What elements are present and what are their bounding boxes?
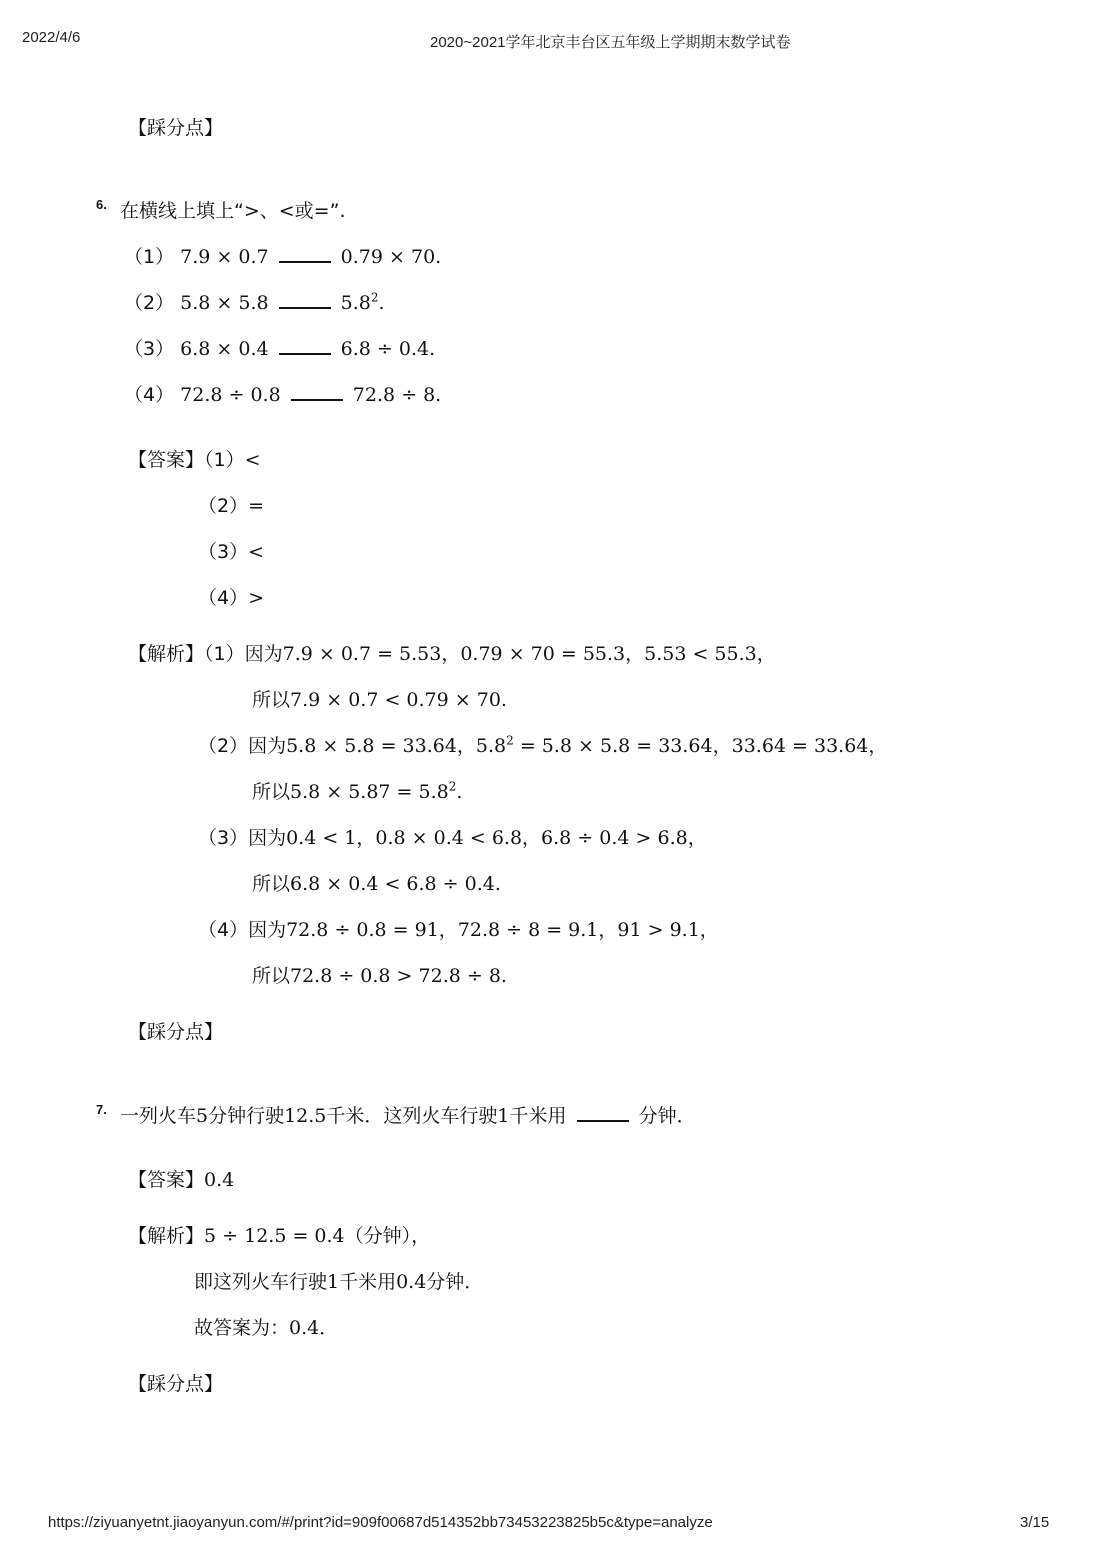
q6-item-2 xyxy=(124,291,385,315)
analysis-label: 【解析】 xyxy=(128,643,205,665)
answer-blank xyxy=(291,397,343,401)
answer-value: 0.4 xyxy=(204,1169,235,1191)
answer-value: = xyxy=(248,495,265,517)
left-expression: 5.8 × 5.8 xyxy=(180,292,269,314)
answer-label: 【答案】 xyxy=(128,1169,205,1191)
q6-item-1 xyxy=(124,245,441,269)
item-number: （3） xyxy=(124,338,175,360)
answer-blank xyxy=(279,305,331,309)
item-number: （1） xyxy=(124,246,175,268)
left-expression: 7.9 × 0.7 xyxy=(180,246,269,268)
answer-value: < xyxy=(244,449,261,471)
item-number: （2） xyxy=(124,292,175,314)
question-7-stem: 一列火车5分钟行驶12.5千米．这列火车行驶1千米用 分钟． xyxy=(120,1105,696,1127)
q7-analysis-line-2: 即这列火车行驶1千米用0.4分钟． xyxy=(194,1271,484,1293)
analysis-label: 【解析】 xyxy=(128,1225,205,1247)
points-label-top: 【踩分点】 xyxy=(128,117,224,139)
item-number: （4） xyxy=(124,384,175,406)
right-expression: $5.8^2$. xyxy=(340,290,385,314)
q6-answer-line-2: （2）= xyxy=(198,495,265,517)
q6-points-label: 【踩分点】 xyxy=(128,1021,224,1043)
answer-blank xyxy=(279,259,331,263)
q6-analysis-3: （3）因为0.4 < 1，0.8 × 0.4 < 6.8，6.8 ÷ 0.4 > 6.8， xyxy=(198,827,707,849)
question-number-7: 7. xyxy=(96,1102,107,1117)
q6-analysis-4: （4）因为72.8 ÷ 0.8 = 91，72.8 ÷ 8 = 9.1，91 > 9.1， xyxy=(198,919,719,941)
q7-answer xyxy=(128,1168,234,1192)
q6-analysis-4-conclusion: 所以72.8 ÷ 0.8 > 72.8 ÷ 8. xyxy=(252,965,507,987)
answer-label: 【答案】 xyxy=(128,449,205,471)
q6-answer-line-4: （4）> xyxy=(198,587,265,609)
print-date: 2022/4/6 xyxy=(22,29,81,46)
left-expression: 72.8 ÷ 0.8 xyxy=(180,384,281,406)
q6-item-4 xyxy=(124,383,441,407)
q6-analysis-2-conclusion: 所以$5.8 \times 5.87 = 5.8^2$. xyxy=(252,779,463,803)
answer-value: < xyxy=(248,541,265,563)
page-number: 3/15 xyxy=(1020,1514,1050,1531)
answer-value: > xyxy=(248,587,265,609)
q7-analysis-line-3: 故答案为：0.4． xyxy=(194,1317,339,1339)
question-number-6: 6. xyxy=(96,197,107,212)
footer-url: https://ziyuanyetnt.jiaoyanyun.com/#/print?id=909f00687d514352bb73453223825b5c&type=analyze xyxy=(48,1514,713,1531)
answer-blank xyxy=(279,351,331,355)
q7-points-label: 【踩分点】 xyxy=(128,1373,224,1395)
q6-analysis-3-conclusion: 所以6.8 × 0.4 < 6.8 ÷ 0.4. xyxy=(252,873,501,895)
left-expression: 6.8 × 0.4 xyxy=(180,338,269,360)
q6-analysis-1: 【解析】（1）因为7.9 × 0.7 = 5.53，0.79 × 70 = 55.3，5.53 < 55.3， xyxy=(128,643,776,665)
question-6-stem: 在横线上填上“>、<或=”. xyxy=(120,200,346,222)
q6-analysis-2: （2）因为5.8 × 5.8 = 33.64，$5.8^2 = 5.8 \times 5.8 = 33.64$，33.64 = 33.64， xyxy=(198,733,888,757)
q7-analysis: 【解析】5 ÷ 12.5 = 0.4（分钟）， xyxy=(128,1225,431,1247)
right-expression: 6.8 ÷ 0.4. xyxy=(340,338,436,360)
q6-item-3 xyxy=(124,337,435,361)
q6-answer-line-3: （3）< xyxy=(198,541,265,563)
document-title: 2020~2021学年北京丰台区五年级上学期期末数学试卷 xyxy=(430,34,791,51)
right-expression: 0.79 × 70. xyxy=(340,246,442,268)
answer-blank xyxy=(577,1118,629,1122)
right-expression: 72.8 ÷ 8. xyxy=(352,384,442,406)
q6-answer-line-1: 【答案】（1）< xyxy=(128,449,261,471)
q6-analysis-1-conclusion: 所以7.9 × 0.7 < 0.79 × 70. xyxy=(252,689,507,711)
